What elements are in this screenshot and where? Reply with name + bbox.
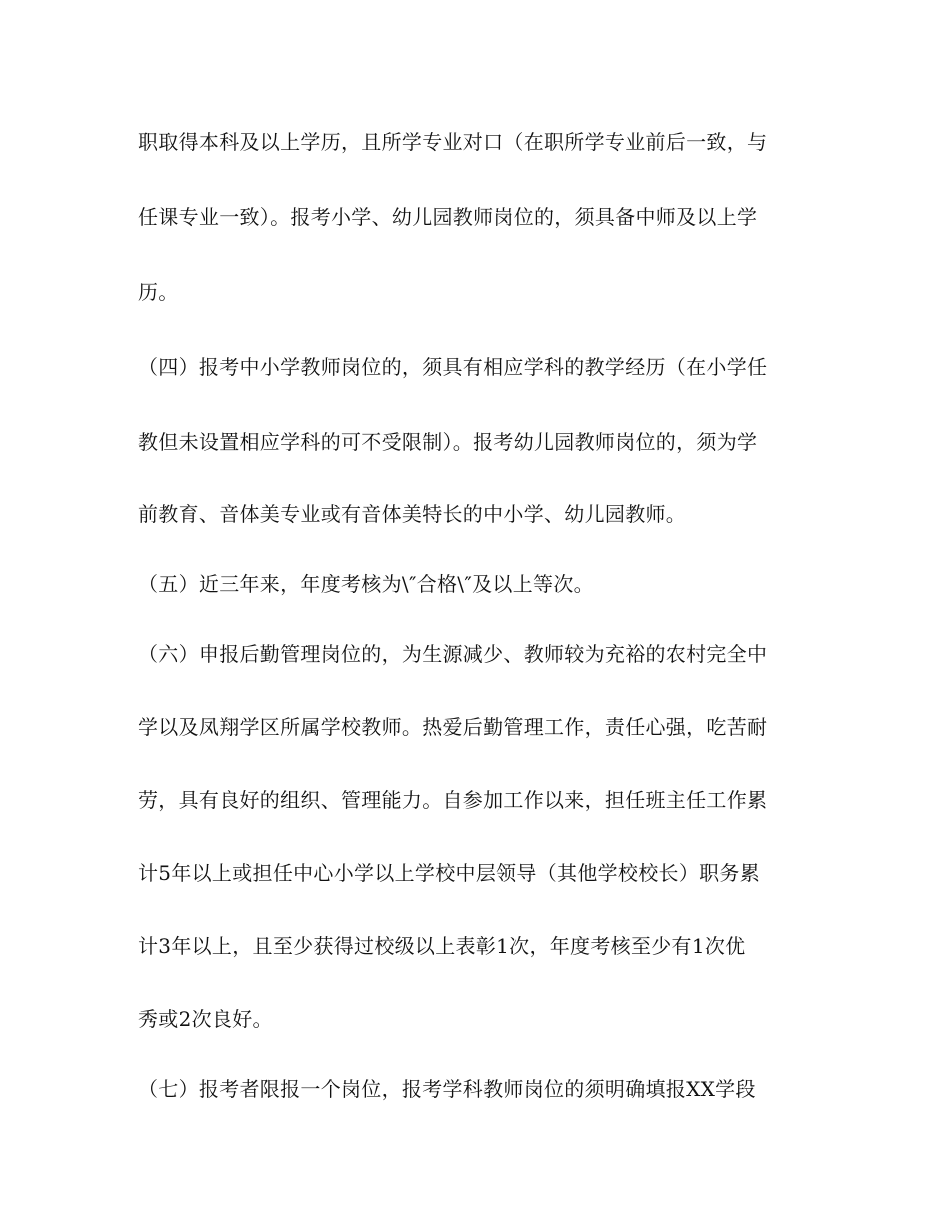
text-line-11: 计5年以上或担任中心小学以上学校中层领导（其他学校校长）职务累 bbox=[138, 861, 761, 885]
text-line-2: 任课专业一致）。报考小学、幼儿园教师岗位的，须具备中师及以上学 bbox=[138, 205, 758, 229]
text-line-1: 职取得本科及以上学历，且所学专业对口（在职所学专业前后一致，与 bbox=[138, 130, 768, 154]
text-line-12: 计3年以上，且至少获得过校级以上表彰1次，年度考核至少有1次优 bbox=[138, 934, 746, 958]
text-line-9: 学以及凤翔学区所属学校教师。热爱后勤管理工作，责任心强，吃苦耐 bbox=[138, 715, 768, 739]
text-line-10: 劳，具有良好的组织、管理能力。自参加工作以来，担任班主任工作累 bbox=[138, 788, 768, 812]
text-line-14: （七）报考者限报一个岗位，报考学科教师岗位的须明确填报XX学段 bbox=[138, 1077, 756, 1101]
text-line-13: 秀或2次良好。 bbox=[138, 1007, 273, 1031]
text-line-8: （六）申报后勤管理岗位的，为生源减少、教师较为充裕的农村完全中 bbox=[138, 642, 768, 666]
text-line-6: 前教育、音体美专业或有音体美特长的中小学、幼儿园教师。 bbox=[138, 502, 687, 526]
text-line-3: 历。 bbox=[138, 280, 179, 304]
text-line-4: （四）报考中小学教师岗位的，须具有相应学科的教学经历（在小学任 bbox=[138, 355, 768, 379]
text-line-5: 教但未设置相应学科的可不受限制）。报考幼儿园教师岗位的，须为学 bbox=[138, 430, 758, 454]
text-line-7: （五）近三年来，年度考核为\″合格\″及以上等次。 bbox=[138, 572, 594, 596]
